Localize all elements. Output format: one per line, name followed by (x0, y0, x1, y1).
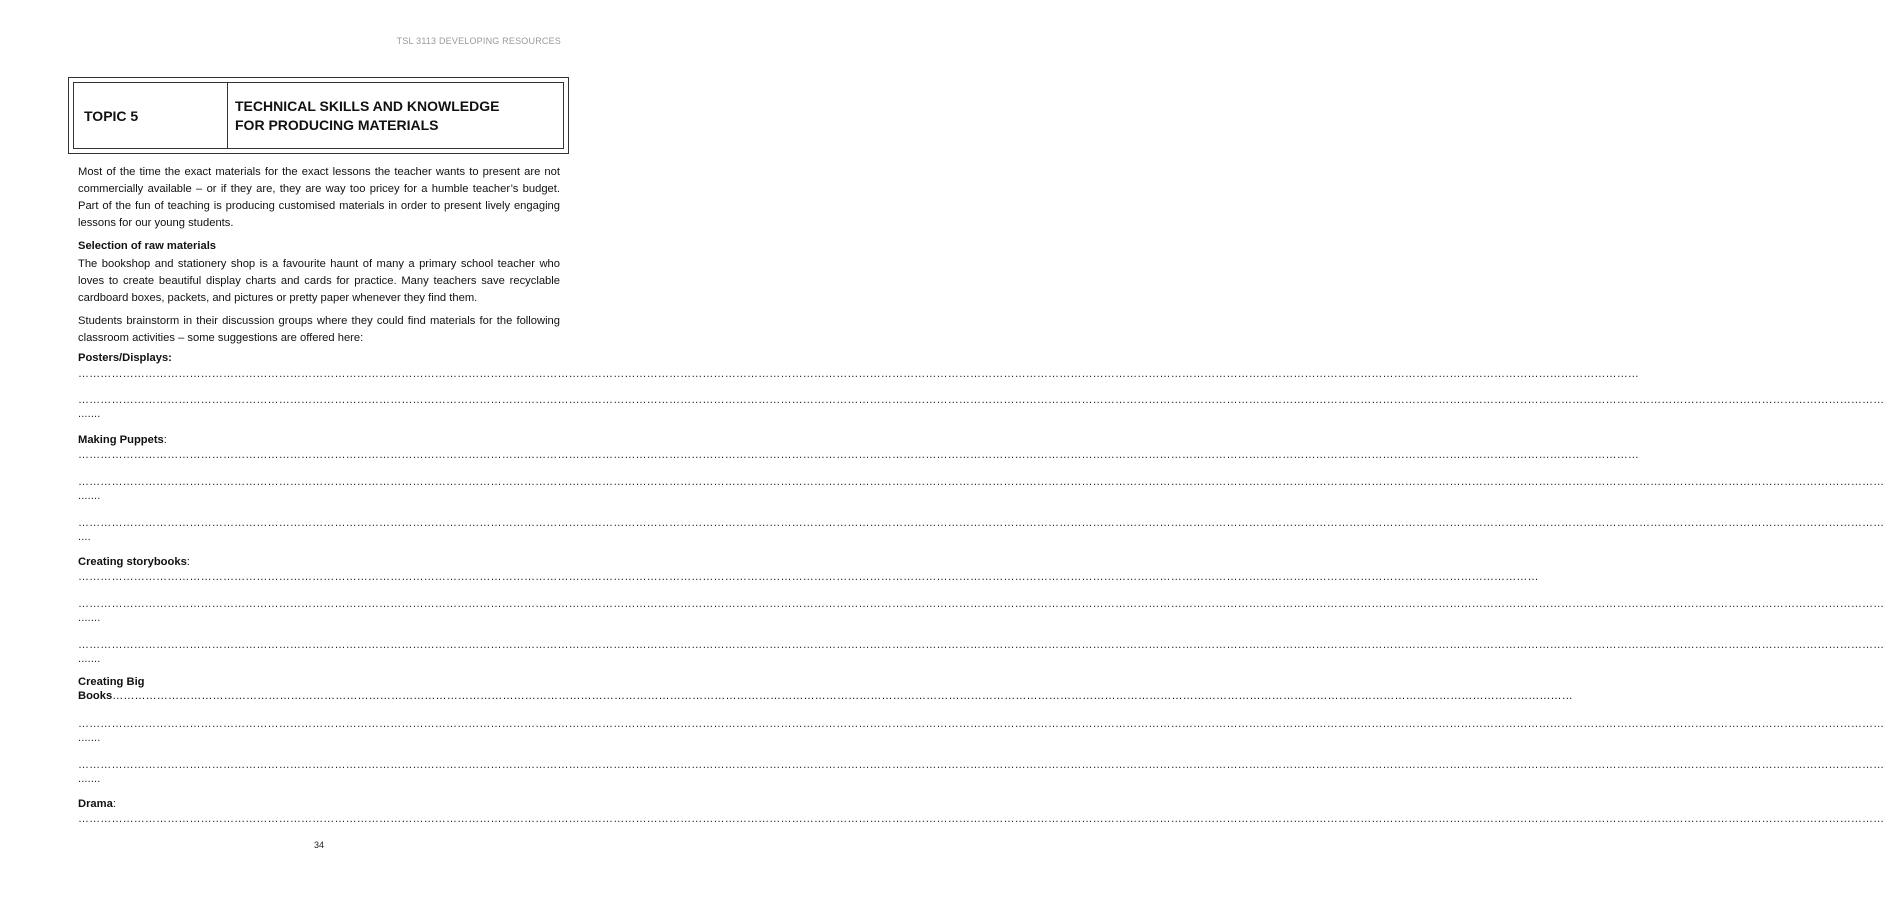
activity-intro-paragraph: Students brainstorm in their discussion groups where they could find materials for the following classroom activities – some suggestions are offered here: (78, 315, 560, 344)
answer-line-tail: ....... (78, 490, 101, 502)
prompt-creating-big-books-line-1: Creating Big (78, 676, 145, 688)
prompt-making-puppets: Making Puppets: (78, 434, 167, 446)
topic-title (228, 83, 563, 148)
answer-line-tail: .... (78, 531, 91, 543)
topic-title-box (68, 77, 569, 154)
section-heading: Selection of raw materials (78, 240, 217, 252)
prompt-drama: Drama: (78, 798, 116, 810)
answer-line-tail: ....... (78, 653, 101, 665)
prompt-creating-storybooks: Creating storybooks: (78, 556, 190, 568)
answer-line-tail: ....... (78, 612, 101, 624)
answer-line[interactable]: …………………………………………………………………………………………………………………………………………………………………………………………………………………………………………………………………………………………………………………………………………………………… (112, 690, 1573, 702)
answer-line-tail: ....... (78, 408, 101, 420)
answer-line[interactable]: …………………………………………………………………………………………………………………………………………………………………………………………………………………………………………………………………………………………………………………………………………………………………………………… (78, 368, 1639, 380)
answer-line[interactable]: ……………………………………………………………………………………………………………………………………………………………………………………………………………………………………………………………………………………………………………………………………………………………………………………………………………………………………………… (78, 813, 1884, 825)
topic-title-line-2: FOR PRODUCING MATERIALS (235, 116, 439, 133)
answer-line-tail: ....... (78, 773, 101, 785)
answer-line[interactable]: ……………………………………………………………………………………………………………………………………………………………………………………………………………………………………………………………………………………………………………………………………………………………………………………………………………………………………………… (78, 476, 1884, 488)
topic-title-inner-frame (73, 82, 564, 149)
section-paragraph: The bookshop and stationery shop is a favourite haunt of many a primary school teacher who loves to create beautiful display charts and cards for practice. Many teachers save recyclable cardboard boxes, packets, and pictures or pretty paper whenever they find them. (78, 258, 560, 304)
answer-line[interactable]: ……………………………………………………………………………………………………………………………………………………………………………………………………………………………………………………………………………………………………………………………………………………………………………………………………………………………………………… (78, 598, 1884, 610)
answer-line[interactable]: ……………………………………………………………………………………………………………………………………………………………………………………………………………………………………………………………………………………………………………………………………………………………………………………………………………………………………………… (78, 639, 1884, 651)
intro-paragraph: Most of the time the exact materials for the exact lessons the teacher wants to present are not commercially available – or if they are, they are way too pricey for a humble teacher’s budget. Part of the fun of teaching is producing customised materials in order to present lively engaging lessons for our young students. (78, 166, 560, 229)
answer-line[interactable]: ……………………………………………………………………………………………………………………………………………………………………………………………………………………………………………………………………………………………………………………………………………………………………………………………………………………………………………… (78, 394, 1884, 406)
answer-line[interactable]: ……………………………………………………………………………………………………………………………………………………………………………………………………………………………………………………………………………………………………………………………………………………………………………………………………………………………………………… (78, 759, 1884, 771)
answer-line[interactable]: …………………………………………………………………………………………………………………………………………………………………………………………………………………………………………………………………………………………………………………………………………………………………………………… (78, 449, 1639, 461)
answer-line-tail: ....... (78, 732, 101, 744)
prompt-creating-big-books-line-2: Books…………………………………………………………………………………………………………………………………………………………………………………………………………………………………………………………………………………………………………………………………………………………… (78, 690, 1573, 702)
answer-line[interactable]: …………………………………………………………………………………………………………………………………………………………………………………………………………………………………………………………………………………………………………………………………………………………… (78, 571, 1539, 583)
answer-line[interactable]: ……………………………………………………………………………………………………………………………………………………………………………………………………………………………………………………………………………………………………………………………………………………………………………………………………………………………………………… (78, 718, 1884, 730)
prompt-posters-displays: Posters/Displays: (78, 352, 172, 364)
page-number: 34 (313, 840, 324, 850)
running-header: TSL 3113 DEVELOPING RESOURCES (396, 36, 561, 46)
topic-label: TOPIC 5 (74, 83, 228, 148)
answer-line[interactable]: ……………………………………………………………………………………………………………………………………………………………………………………………………………………………………………………………………………………………………………………………………………………………………………………………………………………………………………… (78, 517, 1884, 529)
topic-title-line-1: TECHNICAL SKILLS AND KNOWLEDGE (235, 97, 500, 114)
